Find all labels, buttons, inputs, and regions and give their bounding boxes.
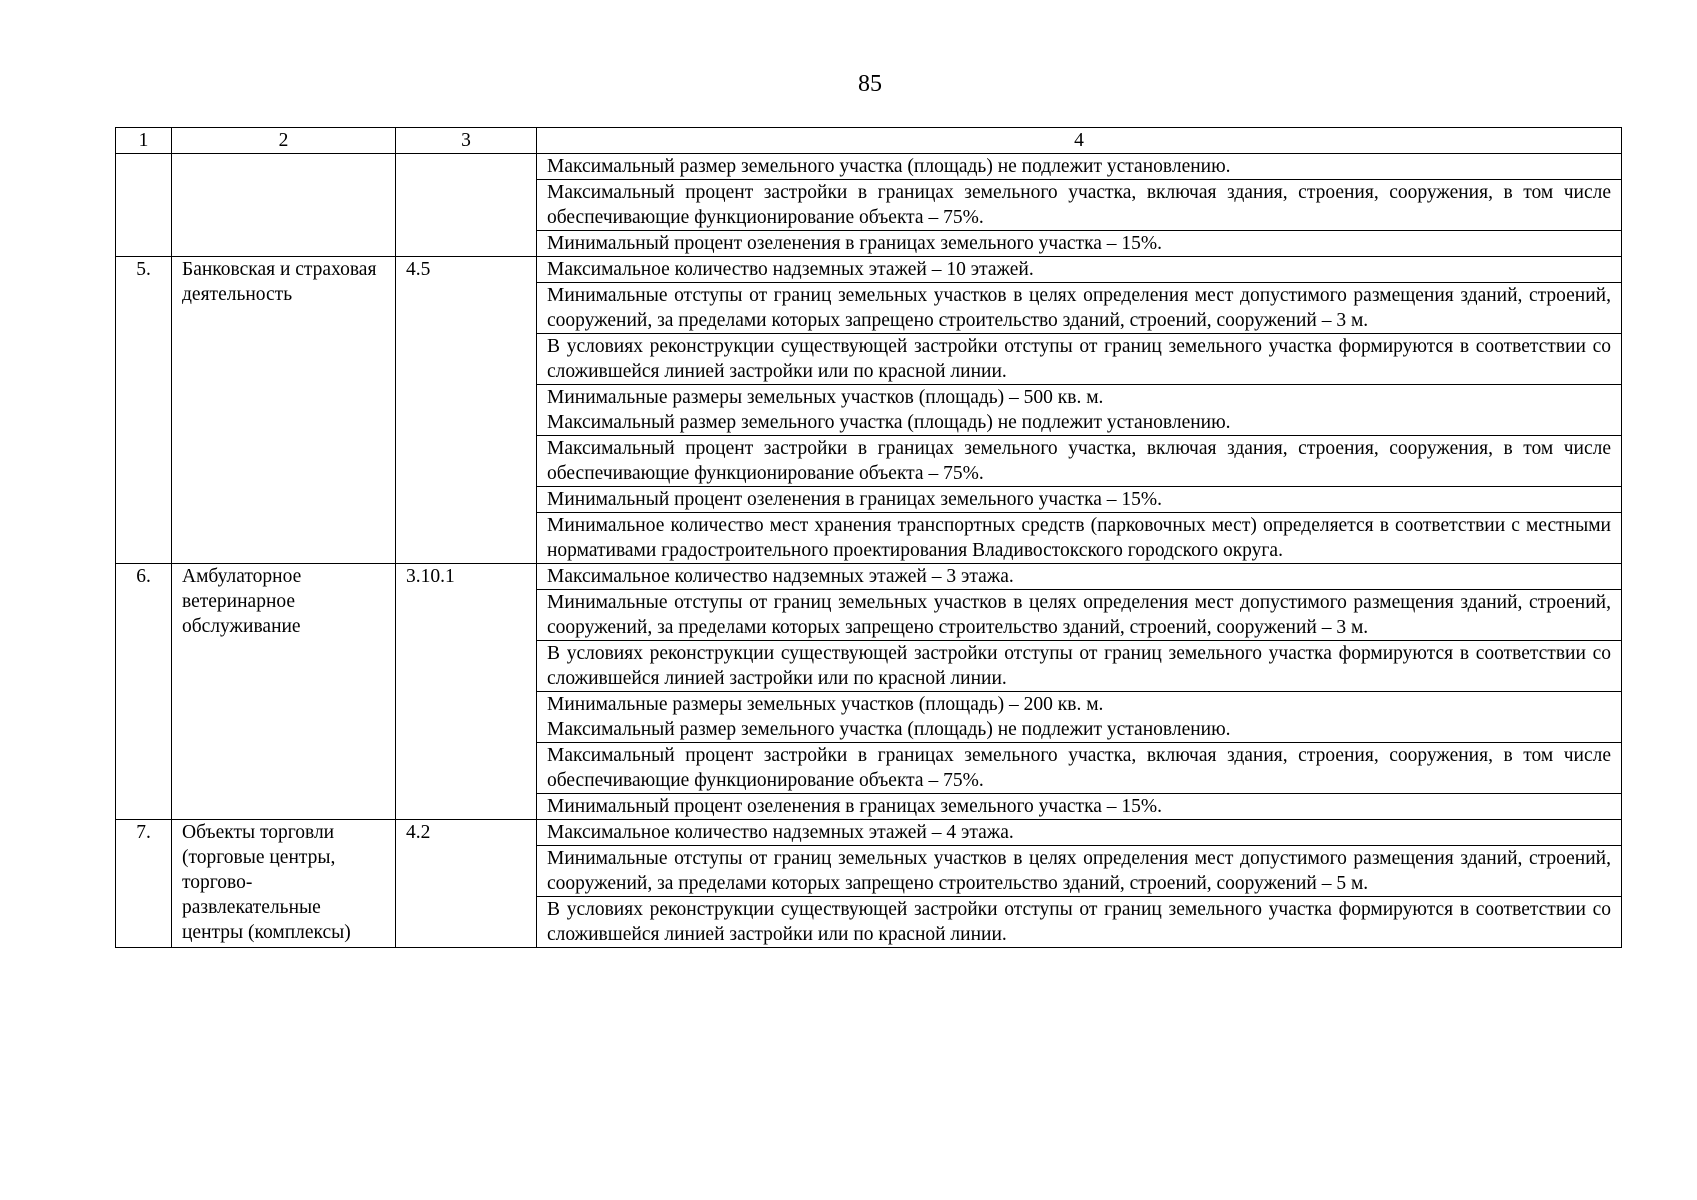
use-type-name-cell [172, 154, 396, 257]
parameter-text: Максимальный процент застройки в границах земельного участка, включая здания, строения, сооружения, в том числе обеспечивающие функционирование объекта – 75%. [547, 182, 1611, 228]
use-type-name-cell: Амбулаторное ветеринарное обслуживание [172, 564, 396, 820]
use-type-name-cell: Банковская и страховая деятельность [172, 257, 396, 564]
row-number-cell [116, 154, 172, 257]
parameter-text: Максимальный размер земельного участка (площадь) не подлежит установлению. [547, 719, 1231, 740]
parameter-cell [537, 590, 1622, 641]
table-row [116, 820, 1622, 846]
parameter-cell [537, 641, 1622, 692]
parameter-text: Максимальный процент застройки в границах земельного участка, включая здания, строения, сооружения, в том числе обеспечивающие функционирование объекта – 75%. [547, 745, 1611, 791]
use-type-name-cell: Объекты торговли (торговые центры, торгово-развлекательные центры (комплексы) [172, 820, 396, 948]
parameter-cell [537, 692, 1622, 743]
parameter-cell [537, 334, 1622, 385]
parameter-cell [537, 743, 1622, 794]
header-cell: 4 [537, 128, 1622, 154]
header-cell: 1 [116, 128, 172, 154]
parameter-text: Максимальный процент застройки в границах земельного участка, включая здания, строения, сооружения, в том числе обеспечивающие функционирование объекта – 75%. [547, 438, 1611, 484]
parameter-cell [537, 487, 1622, 513]
row-number-cell: 5. [116, 257, 172, 564]
use-type-code-cell: 3.10.1 [396, 564, 537, 820]
row-number-cell: 7. [116, 820, 172, 948]
parameter-text: В условиях реконструкции существующей застройки отступы от границ земельного участка формируются в соответствии со сложившейся линией застройки или по красной линии. [547, 899, 1611, 945]
regulations-table [115, 127, 1622, 948]
header-cell: 3 [396, 128, 537, 154]
parameter-text: Минимальный процент озеленения в границах земельного участка – 15%. [547, 489, 1163, 510]
use-type-code-cell: 4.5 [396, 257, 537, 564]
row-number-cell: 6. [116, 564, 172, 820]
parameter-text: Минимальные размеры земельных участков (площадь) – 500 кв. м. [547, 387, 1104, 408]
parameter-text: Минимальные размеры земельных участков (площадь) – 200 кв. м. [547, 694, 1104, 715]
parameter-text: Минимальные отступы от границ земельных участков в целях определения мест допустимого размещения зданий, строений, сооружений, за пределами которых запрещено строительство зданий, строений, сооружений – 5 м. [547, 848, 1611, 894]
parameter-cell [537, 154, 1622, 180]
use-type-code-cell [396, 154, 537, 257]
table-row [116, 564, 1622, 590]
parameter-cell [537, 385, 1622, 436]
table-row [116, 257, 1622, 283]
parameter-cell [537, 257, 1622, 283]
parameter-text: Максимальный размер земельного участка (площадь) не подлежит установлению. [547, 412, 1231, 433]
parameter-cell [537, 283, 1622, 334]
parameter-text: Максимальный размер земельного участка (площадь) не подлежит установлению. [547, 156, 1231, 177]
parameter-text: Минимальный процент озеленения в границах земельного участка – 15%. [547, 796, 1163, 817]
parameter-text: Минимальный процент озеленения в границах земельного участка – 15%. [547, 233, 1163, 254]
page-number: 85 [858, 71, 882, 97]
parameter-text: Максимальное количество надземных этажей – 4 этажа. [547, 822, 1014, 843]
table-header-row [116, 128, 1622, 154]
parameter-cell [537, 820, 1622, 846]
parameter-text: Максимальное количество надземных этажей – 10 этажей. [547, 259, 1034, 280]
parameter-text: Минимальные отступы от границ земельных участков в целях определения мест допустимого размещения зданий, строений, сооружений, за пределами которых запрещено строительство зданий, строений, сооружений – 3 м. [547, 592, 1611, 638]
header-cell: 2 [172, 128, 396, 154]
parameter-cell [537, 180, 1622, 231]
parameter-cell [537, 513, 1622, 564]
parameter-cell [537, 846, 1622, 897]
parameter-cell [537, 436, 1622, 487]
table-row [116, 154, 1622, 180]
parameter-text: Минимальное количество мест хранения транспортных средств (парковочных мест) определяется в соответствии с местными нормативами градостроительного проектирования Владивостокского городского округа. [547, 515, 1611, 561]
parameter-cell [537, 564, 1622, 590]
parameter-cell [537, 231, 1622, 257]
parameter-text: В условиях реконструкции существующей застройки отступы от границ земельного участка формируются в соответствии со сложившейся линией застройки или по красной линии. [547, 336, 1611, 382]
parameter-text: Минимальные отступы от границ земельных участков в целях определения мест допустимого размещения зданий, строений, сооружений, за пределами которых запрещено строительство зданий, строений, сооружений – 3 м. [547, 285, 1611, 331]
parameter-cell [537, 794, 1622, 820]
parameter-text: Максимальное количество надземных этажей – 3 этажа. [547, 566, 1014, 587]
parameter-cell [537, 897, 1622, 948]
use-type-code-cell: 4.2 [396, 820, 537, 948]
parameter-text: В условиях реконструкции существующей застройки отступы от границ земельного участка формируются в соответствии со сложившейся линией застройки или по красной линии. [547, 643, 1611, 689]
